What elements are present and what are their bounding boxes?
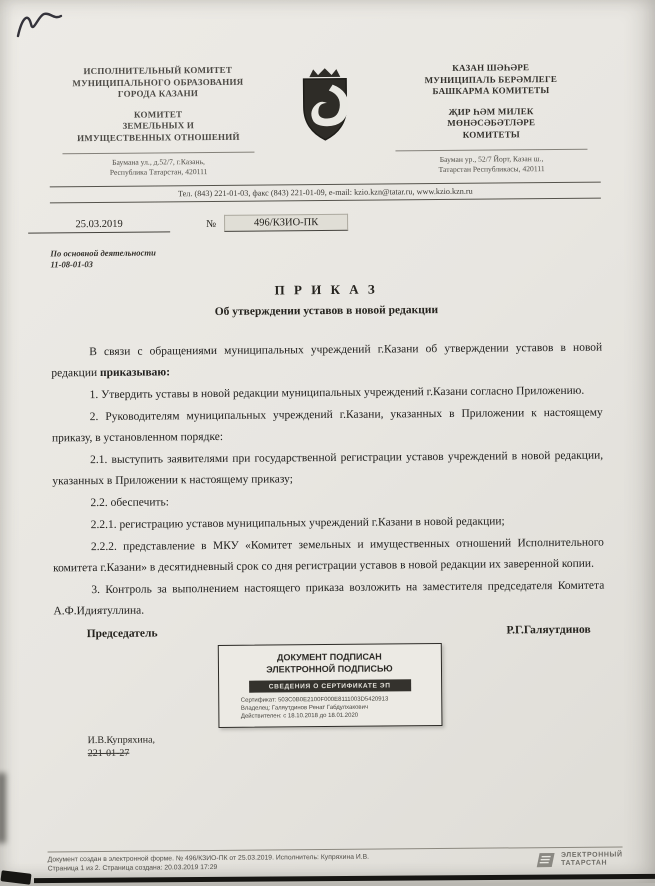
org-line: КОМИТЕТЫ [462, 128, 520, 140]
paragraph-bold-text: приказываю: [99, 366, 171, 379]
org-line: ИМУЩЕСТВЕННЫХ ОТНОШЕНИЙ [76, 131, 240, 143]
letterhead-russian [49, 65, 268, 178]
doc-number-group [206, 214, 348, 232]
address-block [396, 149, 588, 175]
org-line: ГОРОДА КАЗАНИ [117, 88, 199, 99]
order-title: П Р И К А З [274, 281, 378, 298]
org-line: БАШКАРМА КОМИТЕТЫ [432, 85, 550, 97]
paragraph: 2.2.2. представление в МКУ «Комитет земельных и имущественных отношений Исполнительного комитета г.Казани» в десятидневный срок со дня регистрации уставов в новой редакции их заверенной копии. [53, 536, 604, 575]
footer-line: Документ создан в электронной форме. № 496/КЗИО-ПК от 25.03.2019. Исполнитель: Купряхина И.В. [47, 853, 370, 864]
executor-phone: 221-01-27 [87, 747, 130, 759]
paragraph [51, 338, 602, 385]
esign-stamp-line: ДОКУМЕНТ ПОДПИСАН [276, 651, 382, 663]
org-line: КОМИТЕТ [133, 108, 183, 120]
paragraph-text: В связи с обращениями муниципальных учреждений г.Казани об утверждении уставов в новой редакции [51, 341, 603, 380]
doc-number: 496/КЗИО-ПК [224, 214, 348, 232]
signature-row [54, 624, 605, 641]
executor-name: И.В.Купряхина, [87, 734, 156, 747]
number-sign: № [206, 218, 217, 231]
address-line: Бауман ур., 52/7 Йорт, Казан ш., [439, 154, 544, 165]
address-line: Республика Татарстан, 420111 [109, 166, 208, 177]
letterhead [49, 62, 601, 178]
scan-edge-smudge [0, 773, 6, 843]
footer-info [48, 853, 370, 874]
signer-title: Председатель [86, 627, 158, 641]
logo-text [561, 851, 623, 868]
signer-name: Р.Г.Галяутдинов [506, 623, 591, 637]
paragraph: 2. Руководителям муниципальных учреждений г.Казани, указанных в Приложении к настоящему приказу, в установленном порядке: [51, 406, 603, 445]
order-subtitle: Об утверждении уставов в новой редакции [214, 304, 439, 318]
org-line: КАЗАН ШӘҺӘРЕ [452, 62, 530, 73]
doc-date: 25.03.2019 [28, 218, 170, 233]
paragraph: 2.2.1. регистрацию уставов муниципальных учреждений г.Казани в новой редакции; [90, 515, 505, 532]
footer [48, 846, 623, 873]
org-line: МУНИЦИПАЛЬ БЕРӘМЛЕГЕ [424, 73, 558, 85]
address-line: Баумана ул., д.52/7, г.Казань, [112, 157, 205, 167]
esign-certificate-owner: Владелец: Галяутдинов Ренат Габдулхакович [240, 704, 369, 712]
electronic-tatarstan-logo [536, 851, 623, 868]
esign-certificate-bar: СВЕДЕНИЯ О СЕРТИФИКАТЕ ЭП [249, 679, 411, 692]
logo-text-line: ТАТАРСТАН [561, 859, 608, 867]
paragraph: 2.1. выступить заявителями при государственной регистрации уставов учреждений в новой редакции, указанных в Приложении к настоящему приказу; [52, 449, 604, 488]
org-line: МУНИЦИПАЛЬНОГО ОБРАЗОВАНИЯ [72, 76, 244, 88]
executor-block [55, 731, 606, 761]
esign-certificate-number: Сертификат: 503C0B0E2100F000E8111003D5420913 [240, 696, 389, 704]
esign-certificate-validity: Действителен: с 18.10.2018 до 18.01.2020 [240, 712, 359, 720]
order-body [51, 338, 604, 623]
kazan-coat-of-arms-icon [295, 66, 354, 145]
org-line: МӨНӘСӘБӘТЛӘРЕ [447, 117, 536, 128]
logo-text-line: ЭЛЕКТРОННЫЙ [560, 851, 623, 859]
org-line: ЗЕМЕЛЬНЫХ И [122, 120, 195, 131]
esign-stamp [217, 643, 442, 728]
contact-line: Тел. (843) 221-01-03, факс (843) 221-01-09, e-mail: kzio.kzn@tatar.ru, www.kzio.kzn.ru [177, 186, 473, 199]
org-line: ИСПОЛНИТЕЛЬНЫЙ КОМИТЕТ [83, 64, 233, 77]
paragraph: 1. Утвердить уставы в новой редакции муниципальных учреждений г.Казани согласно Приложению. [89, 384, 585, 402]
activity-note-line: По основной деятельности [50, 247, 156, 259]
address-line: Татарстан Республикасы, 420111 [438, 163, 545, 174]
doc-meta-row [28, 212, 601, 234]
electronic-tatarstan-logo-icon [536, 852, 556, 868]
activity-note-line: 11-08-01-03 [50, 258, 93, 269]
esign-stamp-line: ЭЛЕКТРОННОЙ ПОДПИСЬЮ [266, 662, 393, 675]
activity-note [50, 244, 601, 270]
paragraph: 3. Контроль за выполнением настоящего приказа возложить на заместителя председателя Комитета А.Ф.Идиятуллина. [53, 579, 605, 618]
letterhead-tatar [382, 62, 601, 175]
emblem-column [289, 64, 360, 145]
org-line: ҖИР ҺӘМ МИЛЕК [448, 105, 534, 117]
footer-line: Страница 1 из 2. Страница создана: 20.03.2019 17:29 [47, 863, 218, 873]
paragraph: 2.2. обеспечить: [90, 496, 170, 510]
address-block [63, 152, 255, 178]
